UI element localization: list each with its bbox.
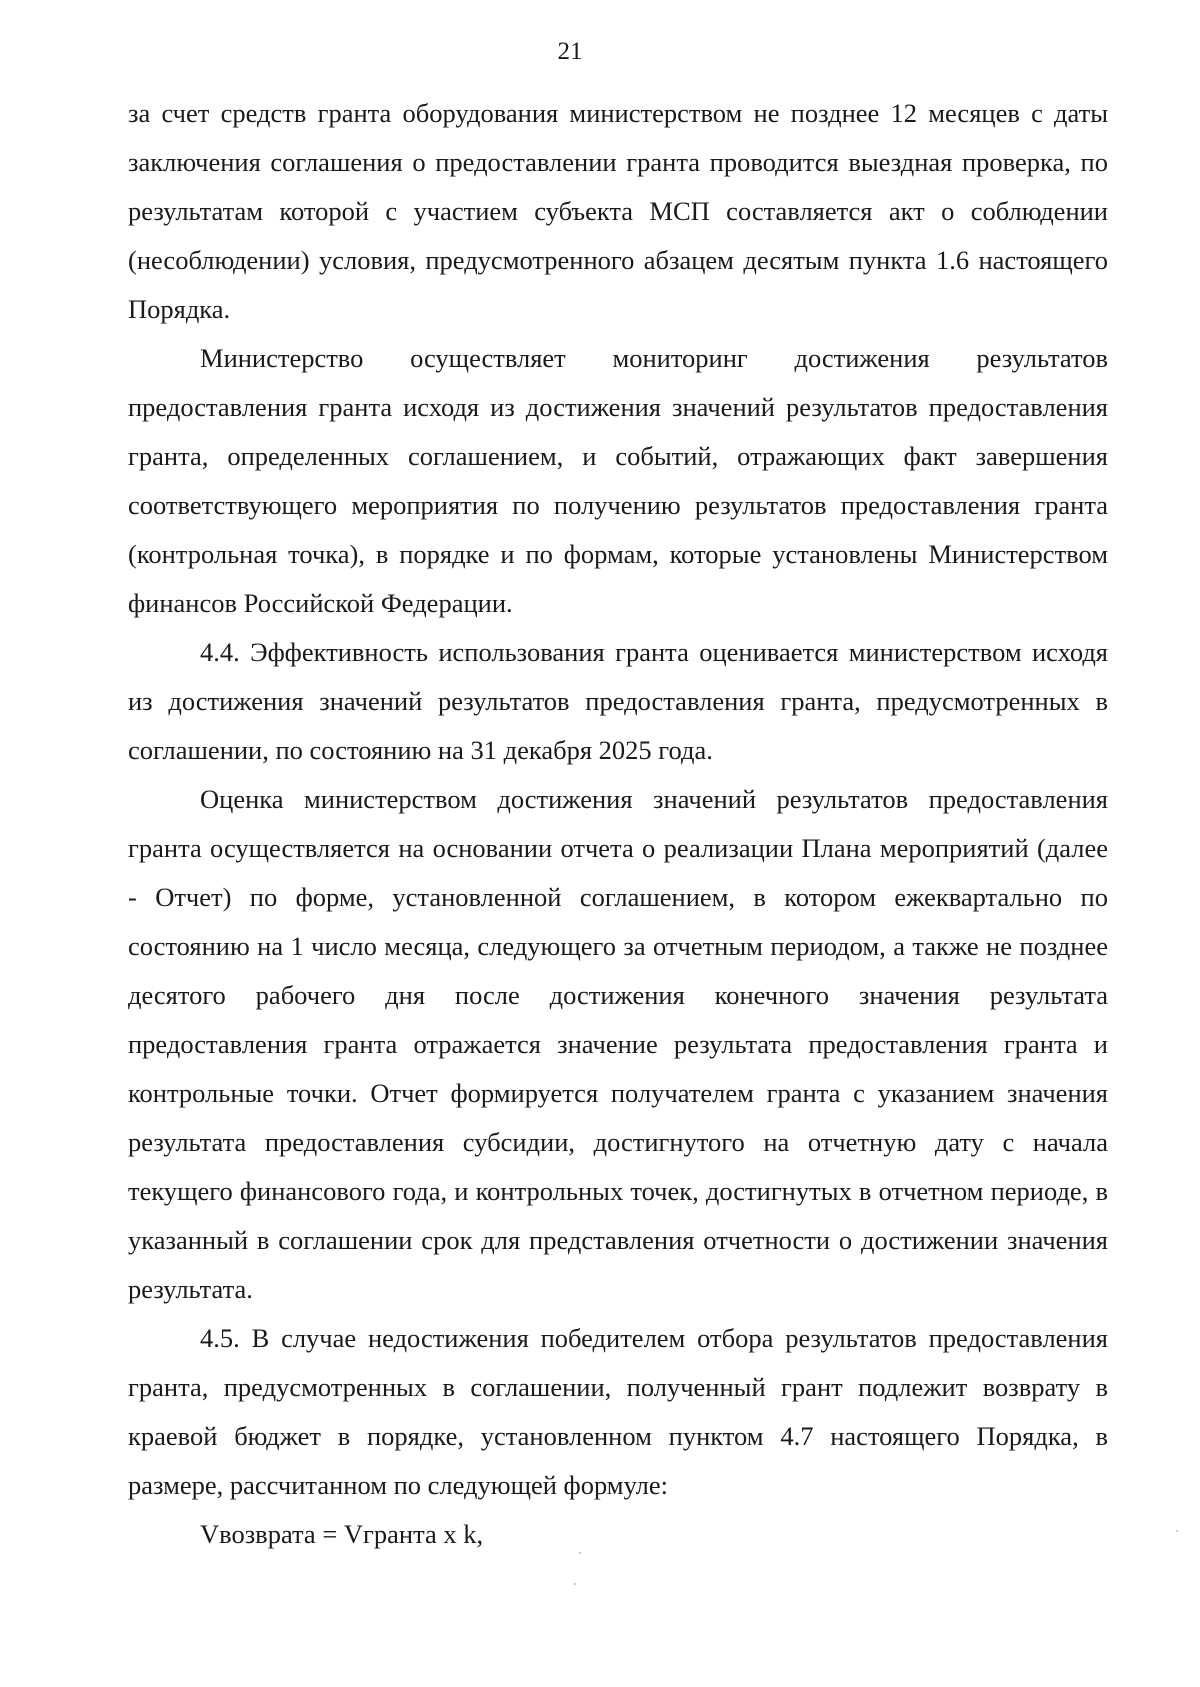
- page-number: 21: [557, 38, 583, 65]
- scan-speck: [579, 1552, 581, 1554]
- scan-speck: [1176, 1530, 1178, 1532]
- paragraph-4-4-efficiency: 4.4. Эффективность использования гранта оценивается министерством исходя из достижения значений результатов предоставления гранта, предусмотренных в соглашении, по состоянию на 31 декабря 2025 года.: [128, 637, 1108, 765]
- paragraph-monitoring: Министерство осуществляет мониторинг достижения результатов предоставления гранта исходя из достижения значений результатов предоставления гранта, определенных соглашением, и событий, отражающих факт завершения соответствующего мероприятия по получению результатов предоставления гранта (контрольная точка), в порядке и по формам, которые установлены Министерством финансов Российской Федерации.: [128, 343, 1108, 618]
- paragraph-site-inspection: за счет средств гранта оборудования министерством не позднее 12 месяцев с даты заключения соглашения о предоставлении гранта проводится выездная проверка, по результатам которой с участием субъекта МСП составляется акт о соблюдении (несоблюдении) условия, предусмотренного абзацем десятым пункта 1.6 настоящего Порядка.: [128, 98, 1108, 324]
- document-body: [128, 89, 1108, 1559]
- paragraph-4-5-refund: 4.5. В случае недостижения победителем отбора результатов предоставления гранта, предусмотренных в соглашении, полученный грант подлежит возврату в краевой бюджет в порядке, установленном пунктом 4.7 настоящего Порядка, в размере, рассчитанном по следующей формуле:: [128, 1323, 1108, 1500]
- scan-speck: [574, 1583, 576, 1585]
- paragraph-evaluation-report: Оценка министерством достижения значений результатов предоставления гранта осуществляется на основании отчета о реализации Плана мероприятий (далее - Отчет) по форме, установленной соглашением, в котором ежеквартально по состоянию на 1 число месяца, следующего за отчетным периодом, а также не позднее десятого рабочего дня после достижения конечного значения результата предоставления гранта отражается значение результата предоставления гранта и контрольные точки. Отчет формируется получателем гранта с указанием значения результата предоставления субсидии, достигнутого на отчетную дату с начала текущего финансового года, и контрольных точек, достигнутых в отчетном периоде, в указанный в соглашении срок для представления отчетности о достижении значения результата.: [128, 784, 1108, 1304]
- refund-formula: Vвозврата = Vгранта x k,: [200, 1519, 484, 1549]
